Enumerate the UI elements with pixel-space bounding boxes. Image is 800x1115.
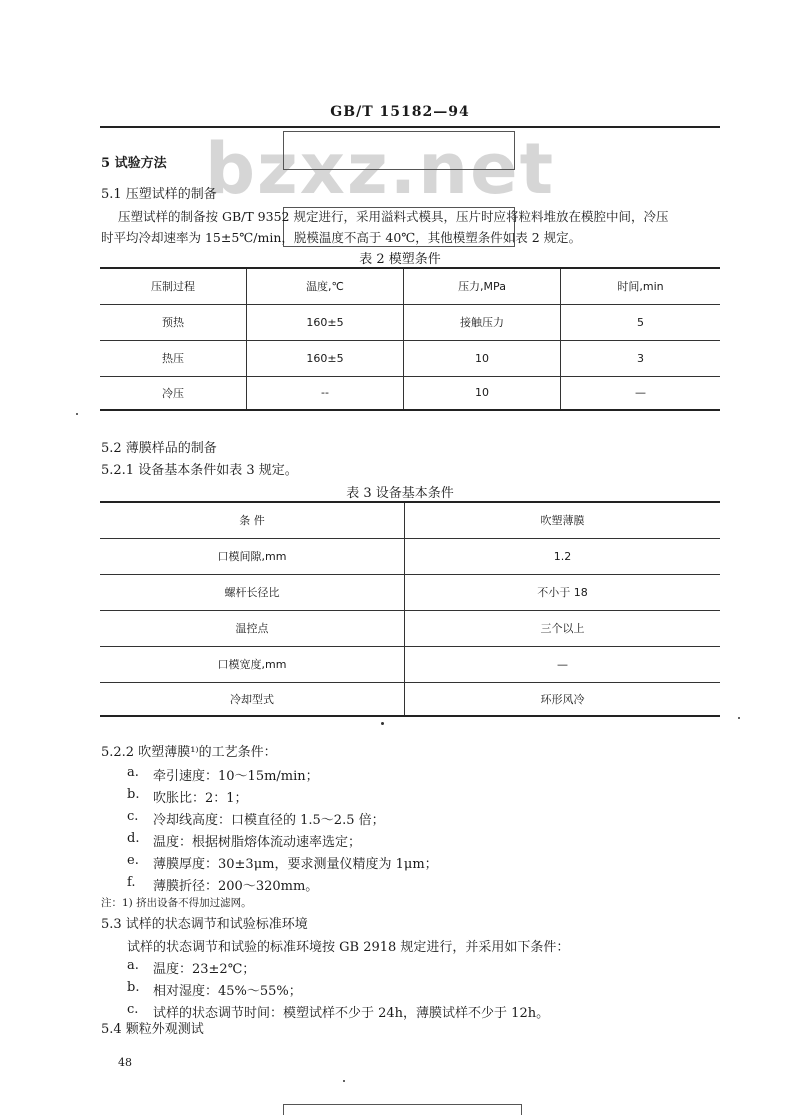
list-item-label: e. [127,853,139,868]
table3-header-cell: 条 件 [239,514,265,528]
list-item-label: b. [127,787,140,802]
table2-cell: 冷压 [100,376,247,410]
scan-speck [343,1080,345,1082]
table2-header-cell: 压力,MPa [404,268,561,304]
table3-cell: 环形风冷 [405,682,721,716]
table2-cell: 10 [404,340,561,376]
table2-cell: -- [247,376,404,410]
table3-cell: 温控点 [100,610,405,646]
list-item: 薄膜厚度：30±3μm，要求测量仪精度为 1μm； [153,857,438,872]
table2-cell: — [561,376,721,410]
table3-header-cell: 吹塑薄膜 [405,502,721,538]
standard-number: GB/T 15182—94 [330,104,470,120]
table2-header-row [100,268,720,304]
list-item-label: c. [127,809,139,824]
list-item: 相对湿度：45%～55%； [153,984,302,999]
list-item: 冷却线高度：口模直径的 1.5～2.5 倍； [153,813,385,828]
list-item: 温度：根据树脂熔体流动速率选定； [153,835,362,850]
table2 [100,267,720,411]
table3-cell: — [405,646,721,682]
table2-caption: 表 2 模塑条件 [359,252,441,267]
section-5-1-line2: 时平均冷却速率为 15±5℃/min，脱模温度不高于 40℃，其他模塑条件如表 2 规定。 [101,230,582,245]
section-5-1-title: 5.1 压塑试样的制备 [101,187,217,202]
table3-cell: 螺杆长径比 [100,574,405,610]
table-row [100,376,720,410]
section-5-2-2-title: 5.2.2 吹塑薄膜¹⁾的工艺条件： [101,745,277,760]
table3-cell: 1.2 [405,538,721,574]
list-item-label: a. [127,765,139,780]
table2-header-cell: 温度,℃ [247,268,404,304]
table2-cell: 3 [561,340,721,376]
list-item: 牵引速度：10～15m/min； [153,769,319,784]
list-item-label: b. [127,980,140,995]
table3 [100,501,720,717]
overlay-box-top [283,131,515,170]
footnote: 注：1) 挤出设备不得加过滤网。 [101,897,252,909]
table-row [100,610,720,646]
section-5-4-title: 5.4 颗粒外观测试 [101,1022,204,1037]
list-item: 吹胀比：2：1； [153,791,248,806]
table2-cell: 160±5 [247,340,404,376]
list-item-label: f. [127,875,136,890]
table2-cell: 5 [561,304,721,340]
table2-cell: 10 [404,376,561,410]
table3-header-row [100,502,720,538]
section-5-3-title: 5.3 试样的状态调节和试验标准环境 [101,917,308,932]
list-item: 试样的状态调节时间：模塑试样不少于 24h，薄膜试样不少于 12h。 [153,1006,550,1021]
table-row [100,682,720,716]
table-row [100,340,720,376]
table-row [100,538,720,574]
section-5-title: 5 试验方法 [101,156,167,171]
page-number: 48 [118,1056,132,1069]
table3-cell: 冷却型式 [100,682,405,716]
scan-speck [381,722,384,725]
section-5-2-title: 5.2 薄膜样品的制备 [101,441,217,456]
table3-cell: 口模间隙,mm [100,538,405,574]
list-item-label: a. [127,958,139,973]
table-row [100,574,720,610]
scan-speck [738,717,740,719]
table2-header-cell: 压制过程 [151,280,195,294]
list-item: 温度：23±2℃； [153,962,256,977]
list-item-label: d. [127,831,140,846]
list-item-label: c. [127,1002,139,1017]
table-row [100,646,720,682]
watermark-logo: bzxz.net [204,128,556,210]
scan-speck [76,413,78,415]
table2-cell: 热压 [100,340,247,376]
list-item: 薄膜折径：200～320mm。 [153,879,319,894]
section-5-2-1: 5.2.1 设备基本条件如表 3 规定。 [101,463,298,478]
table2-cell: 预热 [100,304,247,340]
table3-cell: 口模宽度,mm [100,646,405,682]
table3-caption: 表 3 设备基本条件 [346,486,454,501]
table3-cell: 不小于 18 [405,574,721,610]
section-5-1-line1: 压塑试样的制备按 GB/T 9352 规定进行，采用溢料式模具，压片时应将粒料堆放在模腔中间，冷压 [118,209,669,224]
table2-header-cell: 时间,min [561,268,721,304]
table2-cell: 接触压力 [404,304,561,340]
section-5-3-intro: 试样的状态调节和试验的标准环境按 GB 2918 规定进行，并采用如下条件： [127,940,570,955]
table-row [100,304,720,340]
table3-cell: 三个以上 [405,610,721,646]
table2-cell: 160±5 [247,304,404,340]
